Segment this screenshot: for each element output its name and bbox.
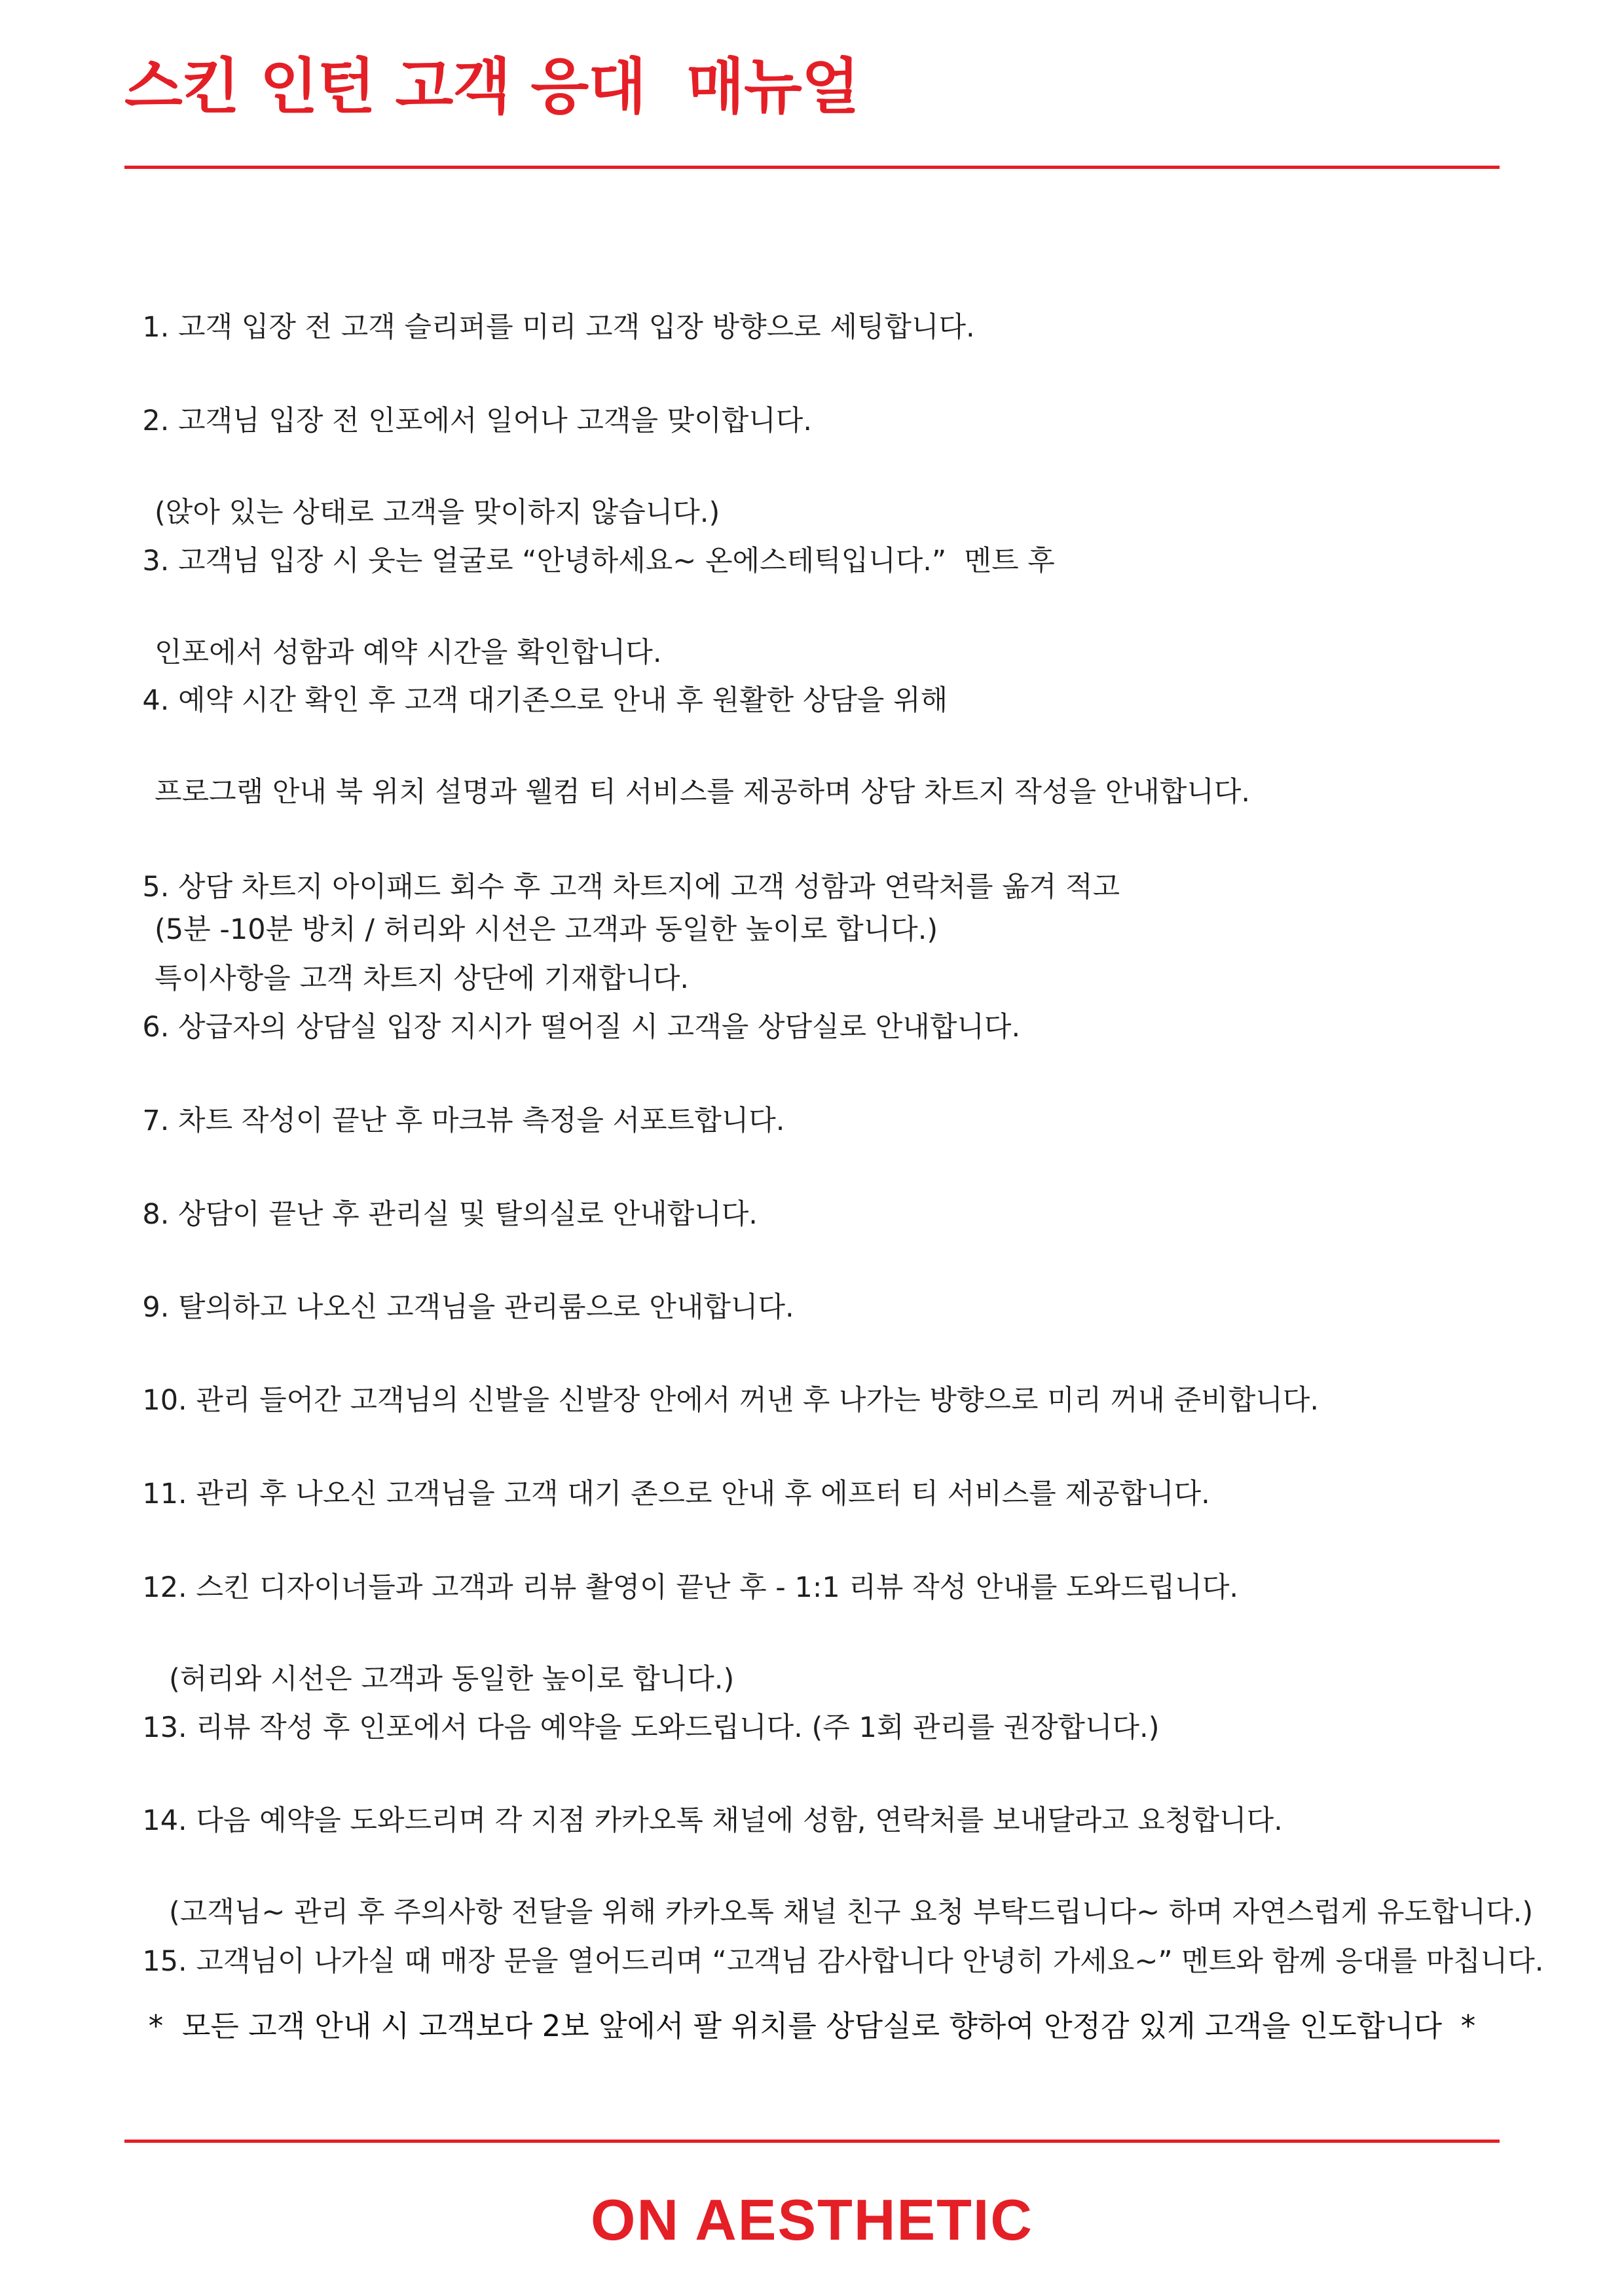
step-4-line-3: (5분 -10분 방치 / 허리와 시선은 고객과 동일한 높이로 합니다.) — [155, 913, 938, 946]
top-divider — [124, 166, 1500, 169]
step-12-line-2: (허리와 시선은 고객과 동일한 높이로 합니다.) — [169, 1663, 735, 1696]
step-1-line-1: 1. 고객 입장 전 고객 슬리퍼를 미리 고객 입장 방향으로 세팅합니다. — [142, 311, 975, 344]
step-9 — [124, 1239, 1513, 1330]
step-13-line-1: 13. 리뷰 작성 후 인포에서 다음 예약을 도와드립니다. (주 1회 관리를 권장합니다.) — [142, 1711, 1160, 1744]
step-2-line-2: (앉아 있는 상태로 고객을 맞이하지 않습니다.) — [155, 496, 720, 529]
step-15 — [124, 1893, 1544, 1984]
step-6 — [124, 958, 1513, 1050]
step-14-line-2: (고객님~ 관리 후 주의사항 전달을 위해 카카오톡 채널 친구 요청 부탁드립니다~ 하며 자연스럽게 유도합니다.) — [169, 1896, 1534, 1929]
step-6-line-1: 6. 상급자의 상담실 입장 지시가 떨어질 시 고객을 상담실로 안내합니다. — [142, 1011, 1021, 1044]
bottom-divider — [124, 2140, 1500, 2143]
step-9-line-1: 9. 탈의하고 나오신 고객님을 관리룸으로 안내합니다. — [142, 1291, 794, 1324]
step-8-line-1: 8. 상담이 끝난 후 관리실 및 탈의실로 안내합니다. — [142, 1198, 758, 1231]
step-10 — [124, 1332, 1513, 1423]
guidance-note: * 모든 고객 안내 시 고객보다 2보 앞에서 팔 위치를 상담실로 향하여 안정감 있게 고객을 인도합니다 * — [148, 2009, 1476, 2043]
step-1 — [124, 259, 1513, 350]
step-3-line-2: 인포에서 성함과 예약 시간을 확인합니다. — [155, 636, 662, 669]
step-2-line-1: 2. 고객님 입장 전 인포에서 일어나 고객을 맞이합니다. — [142, 405, 813, 437]
step-11 — [124, 1425, 1513, 1517]
page-title: 스킨 인턴 고객 응대 매뉴얼 — [124, 52, 859, 122]
step-3-line-1: 3. 고객님 입장 시 웃는 얼굴로 “안녕하세요~ 온에스테틱입니다.” 멘트 후 — [142, 545, 1055, 577]
step-5-line-2: 특이사항을 고객 차트지 상단에 기재합니다. — [155, 962, 690, 995]
step-5-line-1: 5. 상담 차트지 아이패드 회수 후 고객 차트지에 고객 성함과 연락처를 옮겨 적고 — [142, 871, 1120, 903]
step-4-line-2: 프로그램 안내 북 위치 설명과 웰컴 티 서비스를 제공하며 상담 차트지 작성을 안내합니다. — [155, 776, 1251, 809]
step-11-line-1: 11. 관리 후 나오신 고객님을 고객 대기 존으로 안내 후 에프터 티 서비스를 제공합니다. — [142, 1478, 1210, 1510]
step-4-line-1: 4. 예약 시간 확인 후 고객 대기존으로 안내 후 원활한 상담을 위해 — [142, 684, 948, 717]
step-13 — [124, 1659, 1513, 1751]
step-12-line-1: 12. 스킨 디자이너들과 고객과 리뷰 촬영이 끝난 후 - 1:1 리뷰 작성 안내를 도와드립니다. — [142, 1571, 1239, 1604]
step-7-line-1: 7. 차트 작성이 끝난 후 마크뷰 측정을 서포트합니다. — [142, 1104, 785, 1137]
step-7 — [124, 1052, 1513, 1144]
brand-logo: ON AESTHETIC — [591, 2187, 1033, 2252]
step-14-line-1: 14. 다음 예약을 도와드리며 각 지점 카카오톡 채널에 성함, 연락처를 보내달라고 요청합니다. — [142, 1804, 1283, 1837]
step-10-line-1: 10. 관리 들어간 고객님의 신발을 신발장 안에서 꺼낸 후 나가는 방향으로 미리 꺼내 준비합니다. — [142, 1384, 1319, 1417]
step-8 — [124, 1146, 1513, 1237]
step-15-line-1: 15. 고객님이 나가실 때 매장 문을 열어드리며 “고객님 감사합니다 안녕히 가세요~” 멘트와 함께 응대를 마칩니다. — [142, 1945, 1544, 1978]
